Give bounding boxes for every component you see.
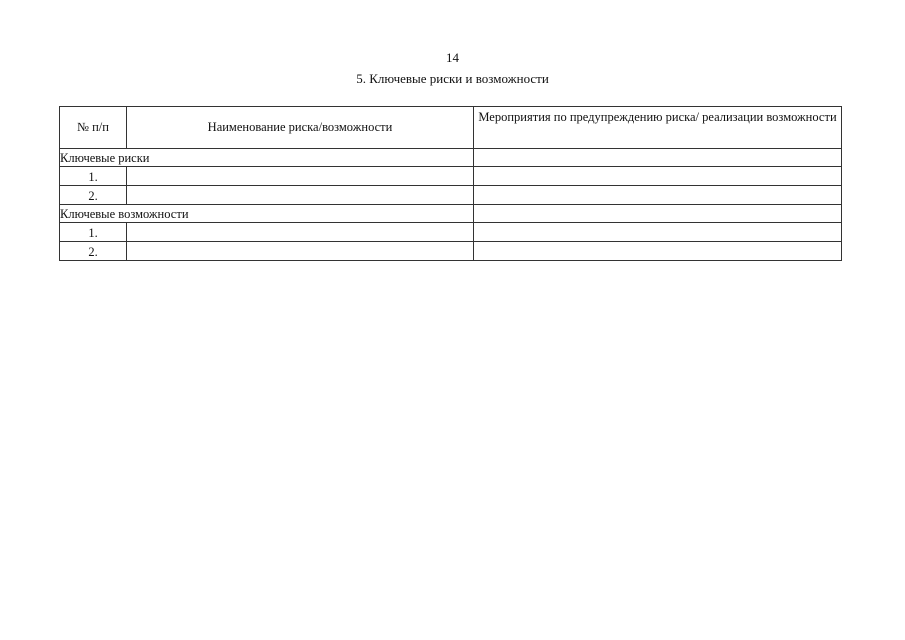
row-name bbox=[127, 242, 474, 261]
group-empty-cell bbox=[474, 149, 842, 167]
header-num: № п/п bbox=[60, 107, 127, 149]
row-measures bbox=[474, 223, 842, 242]
row-num: 2. bbox=[60, 186, 127, 205]
group-label-risks: Ключевые риски bbox=[60, 151, 150, 165]
table-row bbox=[60, 242, 842, 261]
row-measures bbox=[474, 242, 842, 261]
table-row bbox=[60, 223, 842, 242]
row-num: 1. bbox=[60, 167, 127, 186]
table-header-row bbox=[60, 107, 842, 149]
row-name bbox=[127, 223, 474, 242]
group-empty-cell bbox=[127, 149, 474, 167]
group-row-risks bbox=[60, 149, 842, 167]
row-name bbox=[127, 167, 474, 186]
row-measures bbox=[474, 186, 842, 205]
row-num: 2. bbox=[60, 242, 127, 261]
page-number: 14 bbox=[446, 50, 459, 65]
risk-opportunity-table bbox=[59, 106, 842, 261]
table-row bbox=[60, 167, 842, 186]
header-measures: Мероприятия по предупреждению риска/ реализации возможности bbox=[474, 107, 842, 149]
row-num: 1. bbox=[60, 223, 127, 242]
group-row-opportunities bbox=[60, 205, 842, 223]
table-row bbox=[60, 186, 842, 205]
group-label-cell bbox=[60, 205, 189, 223]
group-empty-cell bbox=[474, 205, 842, 223]
group-label-opportunities: Ключевые возможности bbox=[60, 207, 189, 221]
row-measures bbox=[474, 167, 842, 186]
header-name: Наименование риска/возможности bbox=[127, 107, 474, 149]
section-title: 5. Ключевые риски и возможности bbox=[356, 71, 549, 86]
row-name bbox=[127, 186, 474, 205]
group-label-cell bbox=[60, 149, 150, 167]
